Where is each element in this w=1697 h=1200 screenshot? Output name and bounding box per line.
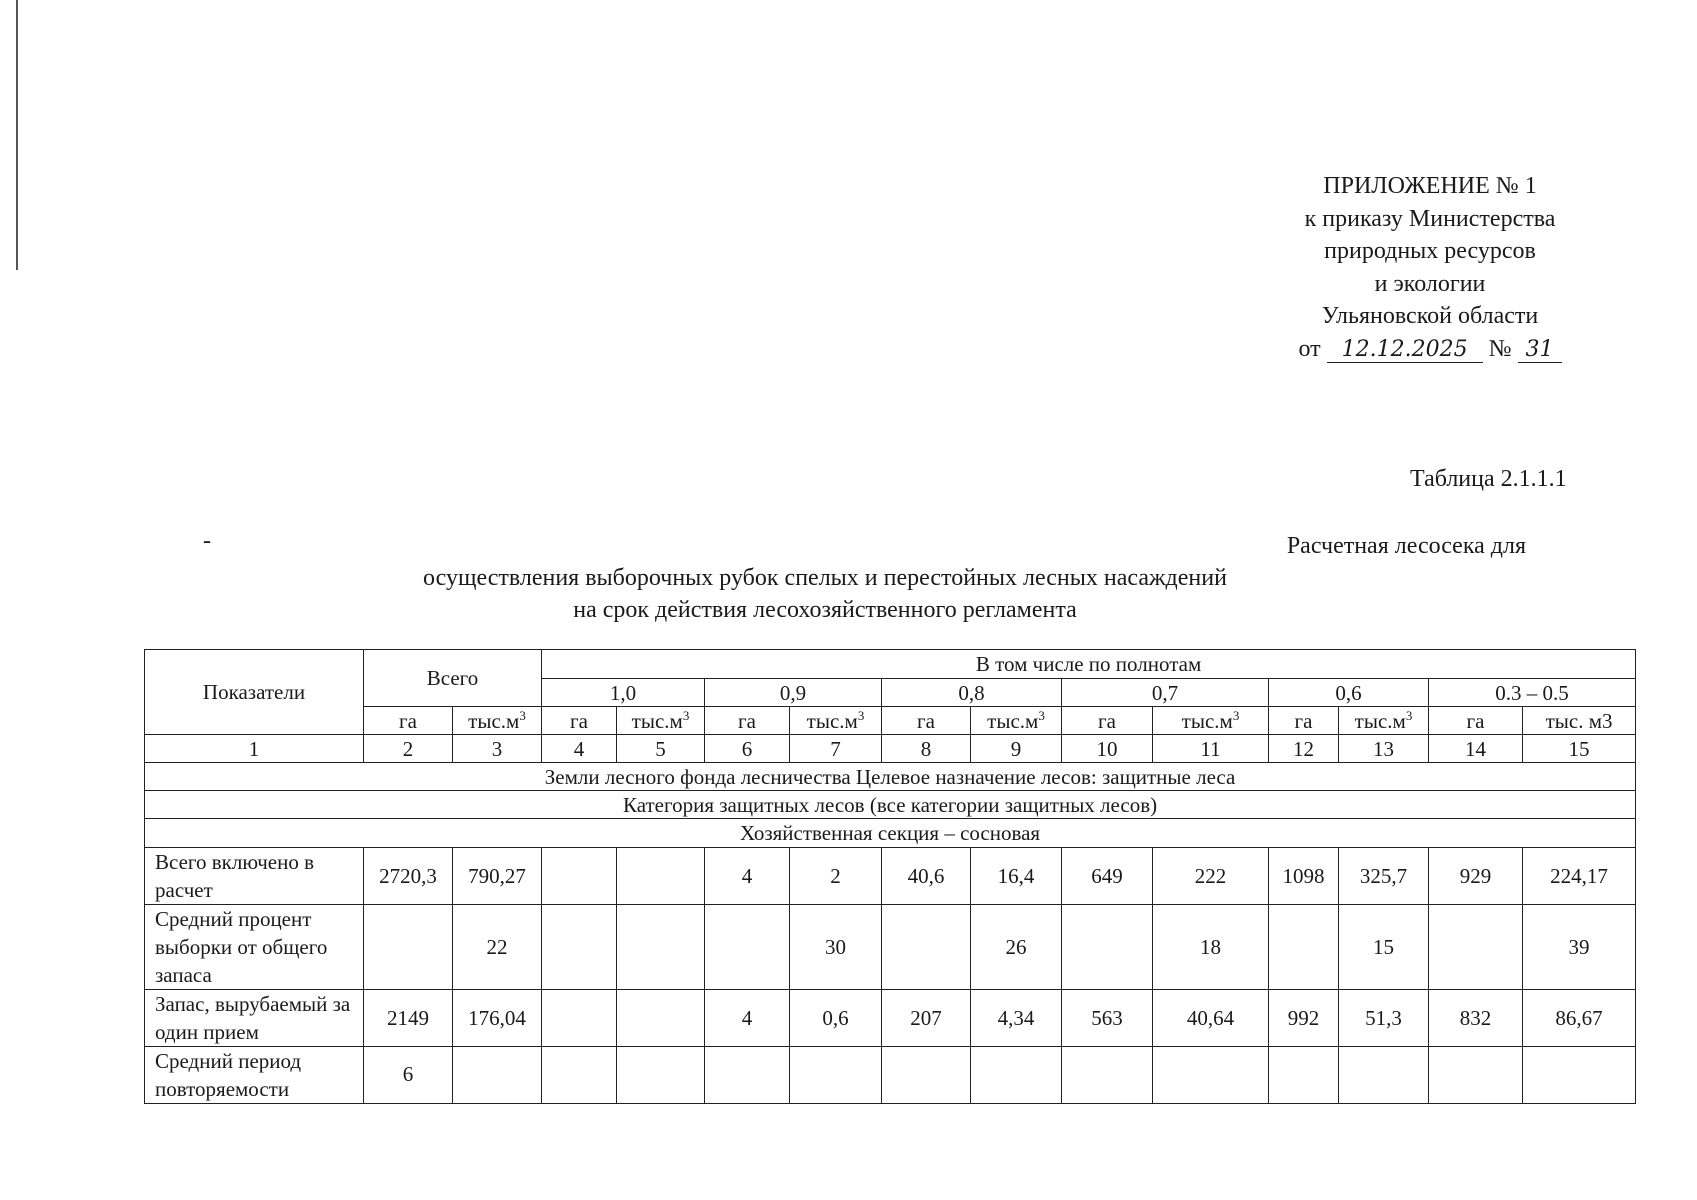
table-cell: 0,6 bbox=[790, 990, 882, 1047]
unit-volume: $тыс.м^3$ bbox=[453, 707, 542, 735]
order-date-line bbox=[1250, 333, 1610, 366]
table-cell: 2 bbox=[790, 848, 882, 905]
heading-line-1: Расчетная лесосека для bbox=[1286, 533, 1526, 559]
unit-volume: $тыс.м^3$ bbox=[1339, 707, 1429, 735]
table-cell bbox=[453, 1047, 542, 1104]
table-number: Таблица 2.1.1.1 bbox=[1410, 466, 1567, 492]
row-label: Средний период повторяемости bbox=[145, 1047, 364, 1104]
header-density: 0,6 bbox=[1269, 679, 1429, 707]
table-cell: 222 bbox=[1153, 848, 1269, 905]
table-cell bbox=[364, 905, 453, 990]
column-number: 1 bbox=[145, 735, 364, 763]
table-cell: 832 bbox=[1429, 990, 1523, 1047]
table-cell bbox=[617, 990, 705, 1047]
unit-ha: га bbox=[364, 707, 453, 735]
table-cell: 4 bbox=[705, 990, 790, 1047]
table-cell bbox=[542, 1047, 617, 1104]
table-cell bbox=[617, 1047, 705, 1104]
header-by-density: В том числе по полнотам bbox=[542, 650, 1636, 679]
unit-ha: га bbox=[705, 707, 790, 735]
row-label: Запас, вырубаемый за один прием bbox=[145, 990, 364, 1047]
heading-line-3: на срок действия лесохозяйственного регламента bbox=[573, 597, 1077, 623]
unit-ha: га bbox=[882, 707, 971, 735]
header-density: 0,9 bbox=[705, 679, 882, 707]
appendix-line: Ульяновской области bbox=[1321, 303, 1539, 329]
unit-ha: га bbox=[542, 707, 617, 735]
table-cell bbox=[1269, 1047, 1339, 1104]
header-density: 0.3 – 0.5 bbox=[1429, 679, 1636, 707]
table-cell bbox=[1429, 905, 1523, 990]
table-cell bbox=[882, 1047, 971, 1104]
table-cell bbox=[1523, 1047, 1636, 1104]
table-cell: 6 bbox=[364, 1047, 453, 1104]
appendix-block bbox=[1250, 170, 1610, 365]
column-number: 4 bbox=[542, 735, 617, 763]
column-number: 14 bbox=[1429, 735, 1523, 763]
handwritten-number: 31 bbox=[1518, 338, 1562, 363]
section-row: Земли лесного фонда лесничества Целевое назначение лесов: защитные леса bbox=[145, 763, 1636, 791]
header-density: 0,8 bbox=[882, 679, 1062, 707]
row-label: Средний процент выборки от общего запаса bbox=[145, 905, 364, 990]
appendix-line: природных ресурсов bbox=[1324, 238, 1536, 264]
table-cell: 325,7 bbox=[1339, 848, 1429, 905]
table-cell: 929 bbox=[1429, 848, 1523, 905]
allowable-cut-table bbox=[144, 649, 1636, 1104]
appendix-title: ПРИЛОЖЕНИЕ № 1 bbox=[1323, 173, 1537, 199]
column-number: 6 bbox=[705, 735, 790, 763]
date-prefix: от bbox=[1298, 335, 1321, 362]
table-cell bbox=[617, 848, 705, 905]
units-row bbox=[145, 707, 1636, 735]
unit-volume: $тыс.м^3$ bbox=[790, 707, 882, 735]
table-cell: 16,4 bbox=[971, 848, 1062, 905]
unit-ha: га bbox=[1429, 707, 1523, 735]
table-cell: 30 bbox=[790, 905, 882, 990]
column-number: 10 bbox=[1062, 735, 1153, 763]
column-number: 7 bbox=[790, 735, 882, 763]
section-row: Хозяйственная секция – сосновая bbox=[145, 819, 1636, 848]
table-cell: 40,6 bbox=[882, 848, 971, 905]
unit-volume: $тыс.м^3$ bbox=[617, 707, 705, 735]
table-cell: 86,67 bbox=[1523, 990, 1636, 1047]
table-cell: 15 bbox=[1339, 905, 1429, 990]
unit-volume: $тыс.м^3$ bbox=[1153, 707, 1269, 735]
table-cell bbox=[971, 1047, 1062, 1104]
table-cell bbox=[1062, 1047, 1153, 1104]
table-cell: 790,27 bbox=[453, 848, 542, 905]
header-density: 1,0 bbox=[542, 679, 705, 707]
table-cell bbox=[882, 905, 971, 990]
column-number: 11 bbox=[1153, 735, 1269, 763]
table-cell: 176,04 bbox=[453, 990, 542, 1047]
table-cell bbox=[542, 905, 617, 990]
table-cell bbox=[705, 1047, 790, 1104]
table-cell bbox=[1429, 1047, 1523, 1104]
header-indicators: Показатели bbox=[145, 650, 364, 735]
table-row bbox=[145, 1047, 1636, 1104]
table-cell: 2720,3 bbox=[364, 848, 453, 905]
table-cell: 39 bbox=[1523, 905, 1636, 990]
column-number: 15 bbox=[1523, 735, 1636, 763]
handwritten-date: 12.12.2025 bbox=[1327, 338, 1483, 363]
column-number: 2 bbox=[364, 735, 453, 763]
table-cell: 4,34 bbox=[971, 990, 1062, 1047]
column-number: 5 bbox=[617, 735, 705, 763]
row-label: Всего включено в расчет bbox=[145, 848, 364, 905]
column-number: 9 bbox=[971, 735, 1062, 763]
table-cell bbox=[1339, 1047, 1429, 1104]
header-density: 0,7 bbox=[1062, 679, 1269, 707]
appendix-line: и экологии bbox=[1374, 270, 1486, 297]
header-total: Всего bbox=[364, 650, 542, 707]
table-cell bbox=[617, 905, 705, 990]
table-cell bbox=[1269, 905, 1339, 990]
table-cell: 1098 bbox=[1269, 848, 1339, 905]
heading-line-2: осуществления выборочных рубок спелых и перестойных лесных насаждений bbox=[423, 565, 1227, 591]
column-number: 3 bbox=[453, 735, 542, 763]
table-cell bbox=[1062, 905, 1153, 990]
scan-margin-line bbox=[16, 0, 18, 270]
table-row bbox=[145, 990, 1636, 1047]
table-cell: 649 bbox=[1062, 848, 1153, 905]
table-cell bbox=[542, 990, 617, 1047]
table-cell: 563 bbox=[1062, 990, 1153, 1047]
table-cell: 4 bbox=[705, 848, 790, 905]
unit-volume: тыс. м3 bbox=[1523, 707, 1636, 735]
column-number-row bbox=[145, 735, 1636, 763]
table-cell: 2149 bbox=[364, 990, 453, 1047]
table-cell bbox=[1153, 1047, 1269, 1104]
unit-ha: га bbox=[1269, 707, 1339, 735]
table-row bbox=[145, 848, 1636, 905]
table-cell: 51,3 bbox=[1339, 990, 1429, 1047]
section-row: Категория защитных лесов (все категории защитных лесов) bbox=[145, 791, 1636, 819]
column-number: 13 bbox=[1339, 735, 1429, 763]
table-cell: 992 bbox=[1269, 990, 1339, 1047]
table-cell bbox=[790, 1047, 882, 1104]
table-cell: 40,64 bbox=[1153, 990, 1269, 1047]
number-prefix: № bbox=[1488, 335, 1512, 362]
table-cell: 207 bbox=[882, 990, 971, 1047]
dash-mark: - bbox=[203, 528, 211, 554]
table-cell bbox=[542, 848, 617, 905]
unit-volume: $тыс.м^3$ bbox=[971, 707, 1062, 735]
table-cell: 22 bbox=[453, 905, 542, 990]
table-row bbox=[145, 905, 1636, 990]
table-cell: 18 bbox=[1153, 905, 1269, 990]
table-cell: 26 bbox=[971, 905, 1062, 990]
column-number: 8 bbox=[882, 735, 971, 763]
table-cell: 224,17 bbox=[1523, 848, 1636, 905]
table-cell bbox=[705, 905, 790, 990]
appendix-line: к приказу Министерства bbox=[1304, 205, 1556, 232]
table-heading bbox=[300, 530, 1526, 626]
unit-ha: га bbox=[1062, 707, 1153, 735]
column-number: 12 bbox=[1269, 735, 1339, 763]
